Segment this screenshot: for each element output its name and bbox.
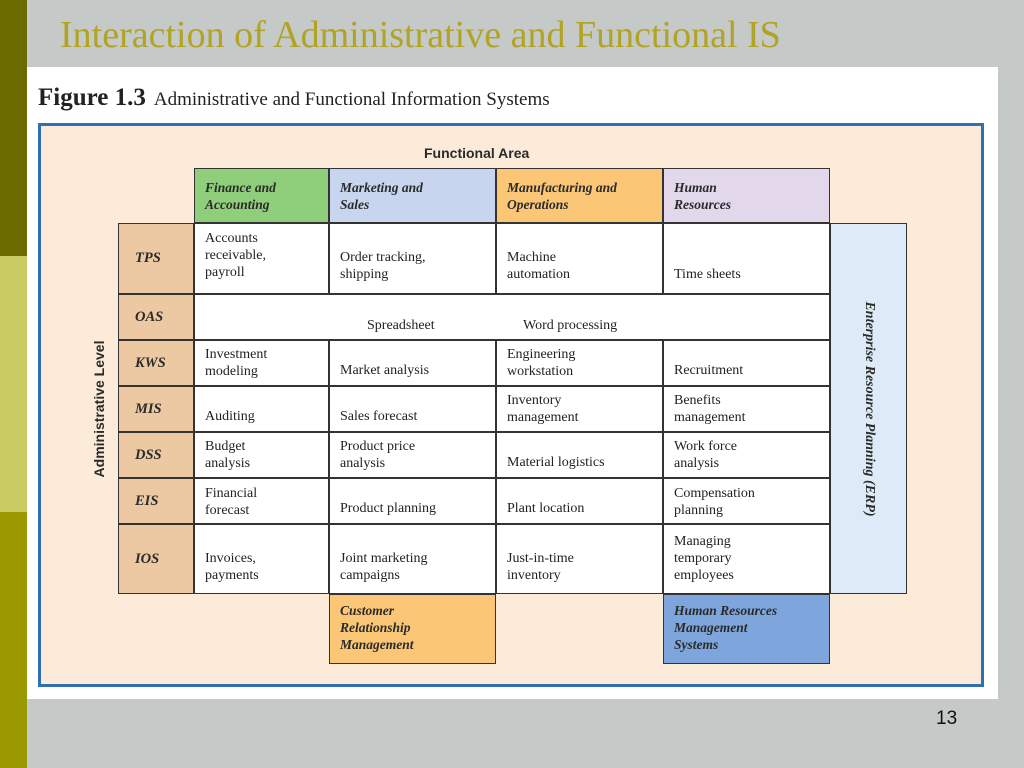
- row-header-dss: DSS: [118, 432, 194, 478]
- oas-item-spreadsheet: Spreadsheet: [367, 318, 435, 333]
- oas-shared-row: [194, 294, 830, 340]
- figure-caption: [38, 84, 550, 112]
- hrms-box: Human Resources Management Systems: [663, 594, 830, 664]
- cell-dss-marketing: Product price analysis: [329, 432, 496, 478]
- figure-caption-text: Administrative and Functional Information Systems: [153, 89, 550, 110]
- cell-ios-finance: Invoices, payments: [194, 524, 329, 594]
- cell-tps-finance: Accounts receivable, payroll: [194, 223, 329, 294]
- left-stripe-mid: [0, 512, 27, 768]
- cell-dss-finance: Budget analysis: [194, 432, 329, 478]
- column-header-marketing: Marketing and Sales: [329, 168, 496, 223]
- page-number: 13: [936, 708, 958, 729]
- column-header-manufacturing: Manufacturing and Operations: [496, 168, 663, 223]
- row-header-ios: IOS: [118, 524, 194, 594]
- row-header-oas: OAS: [118, 294, 194, 340]
- figure-number: Figure 1.3: [38, 84, 146, 111]
- row-header-tps: TPS: [118, 223, 194, 294]
- cell-kws-human-resources: Recruitment: [663, 340, 830, 386]
- cell-kws-marketing: Market analysis: [329, 340, 496, 386]
- cell-ios-marketing: Joint marketing campaigns: [329, 524, 496, 594]
- cell-mis-finance: Auditing: [194, 386, 329, 432]
- oas-item-word-processing: Word processing: [523, 318, 618, 333]
- cell-dss-human-resources: Work force analysis: [663, 432, 830, 478]
- cell-eis-marketing: Product planning: [329, 478, 496, 524]
- cell-tps-human-resources: Time sheets: [663, 223, 830, 294]
- cell-mis-marketing: Sales forecast: [329, 386, 496, 432]
- functional-area-label: Functional Area: [424, 145, 530, 161]
- cell-mis-human-resources: Benefits management: [663, 386, 830, 432]
- cell-eis-human-resources: Compensation planning: [663, 478, 830, 524]
- column-header-human-resources: Human Resources: [663, 168, 830, 223]
- administrative-level-label: Administrative Level: [91, 340, 107, 478]
- cell-kws-finance: Investment modeling: [194, 340, 329, 386]
- left-stripe-light: [0, 256, 27, 512]
- cell-kws-manufacturing: Engineering workstation: [496, 340, 663, 386]
- slide-title: Interaction of Administrative and Functional IS: [60, 14, 781, 56]
- cell-mis-manufacturing: Inventory management: [496, 386, 663, 432]
- cell-tps-marketing: Order tracking, shipping: [329, 223, 496, 294]
- crm-box: Customer Relationship Management: [329, 594, 496, 664]
- cell-eis-manufacturing: Plant location: [496, 478, 663, 524]
- column-header-finance: Finance and Accounting: [194, 168, 329, 223]
- cell-tps-manufacturing: Machine automation: [496, 223, 663, 294]
- erp-label: Enterprise Resource Planning (ERP): [862, 301, 877, 517]
- cell-eis-finance: Financial forecast: [194, 478, 329, 524]
- cell-ios-manufacturing: Just-in-time inventory: [496, 524, 663, 594]
- row-header-eis: EIS: [118, 478, 194, 524]
- cell-dss-manufacturing: Material logistics: [496, 432, 663, 478]
- left-stripe-dark: [0, 0, 27, 256]
- row-header-kws: KWS: [118, 340, 194, 386]
- cell-ios-human-resources: Managing temporary employees: [663, 524, 830, 594]
- row-header-mis: MIS: [118, 386, 194, 432]
